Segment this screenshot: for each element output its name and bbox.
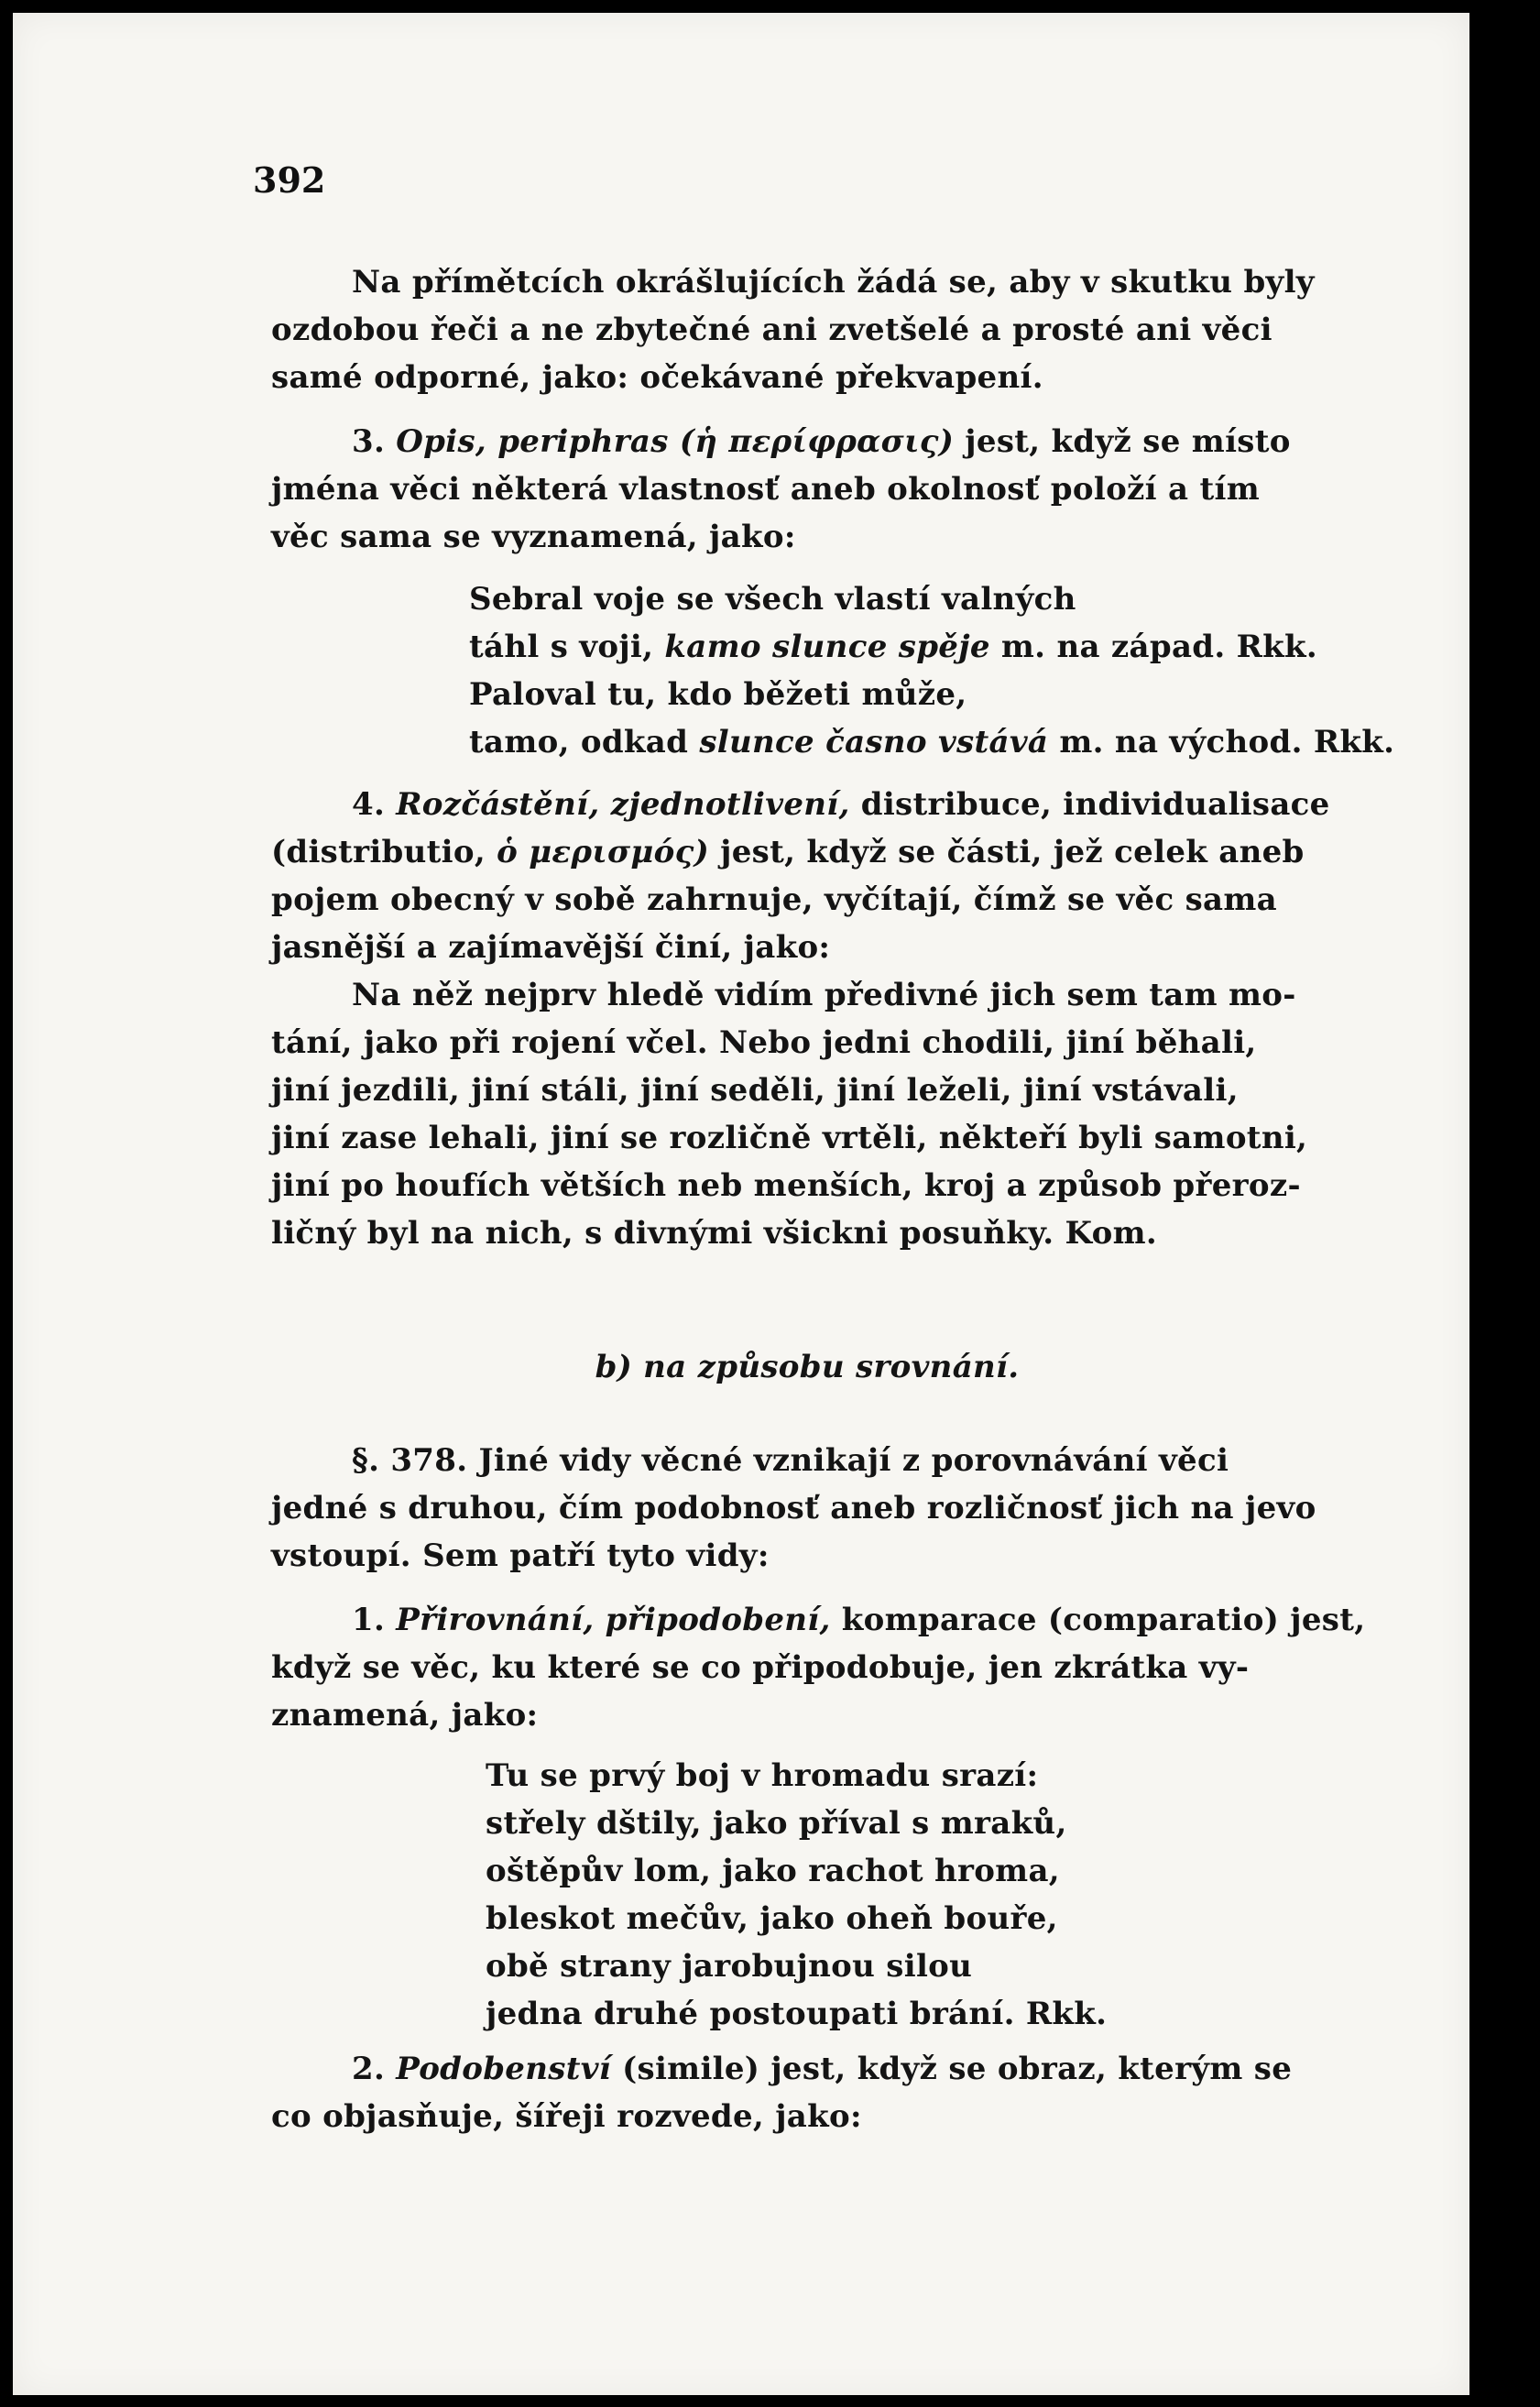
italic-fragment: slunce časno vstává [699, 724, 1049, 760]
text-fragment: táhl s voji, [469, 629, 654, 665]
item-number: 4. [352, 786, 386, 823]
book-page [13, 13, 1469, 2395]
text-line: jedné s druhou, čím podobnosť aneb rozličnosť jich na jevo [271, 1490, 1316, 1526]
verse-line: Paloval tu, kdo běžeti může, [469, 676, 967, 713]
item-number: 1. [352, 1602, 386, 1638]
page-number: 392 [253, 159, 326, 201]
text-fragment: (simile) jest, když se obraz, kterým se [622, 2051, 1293, 2087]
text-line: když se věc, ku které se co připodobuje, jen zkrátka vy- [271, 1649, 1250, 1686]
text-line: §. 378. Jiné vidy věcné vznikají z porovnávání věci [352, 1442, 1229, 1479]
paragraph-intro [271, 258, 1343, 401]
verse-quote-1 [271, 575, 1540, 766]
verse-line: jedna druhé postoupati brání. Rkk. [486, 1996, 1108, 2032]
text-line: vstoupí. Sem patří tyto vidy: [271, 1537, 770, 1574]
text-fragment: komparace (comparatio) jest, [841, 1602, 1366, 1638]
verse-line: Tu se prvý boj v hromadu srazí: [486, 1757, 1039, 1794]
text-line: samé odporné, jako: očekávané překvapení. [271, 359, 1043, 396]
paragraph-378 [271, 1437, 1343, 1580]
term-italic: periphras [497, 423, 669, 460]
text-fragment: tamo, odkad [469, 724, 689, 760]
text-line: ličný byl na nich, s divnými všickni posuňky. Kom. [271, 1215, 1158, 1252]
verse-line: střely dštily, jako příval s mraků, [486, 1805, 1067, 1842]
text-fragment: m. na západ. Rkk. [1000, 629, 1318, 665]
text-fragment: distribuce, individualisace [860, 786, 1330, 823]
text-line: jména věci některá vlastnosť aneb okolnosť položí a tím [271, 471, 1260, 508]
item-4-rozcasteni [271, 781, 1343, 1257]
text-line: co objasňuje, šířeji rozvede, jako: [271, 2098, 862, 2135]
verse-line [469, 718, 1540, 766]
item-2-podobenstvi [271, 2045, 1343, 2140]
text-line: jiní zase lehali, jiní se rozličně vrtěli, někteří byli samotni, [271, 1120, 1308, 1156]
text-line [271, 781, 1343, 828]
text-line: jiní po houfích větších neb menších, kroj a způsob přeroz- [271, 1167, 1301, 1204]
text-line: pojem obecný v sobě zahrnuje, vyčítají, čímž se věc sama [271, 881, 1277, 918]
section-heading-container [271, 1343, 1343, 1391]
text-line: jasnější a zajímavější činí, jako: [271, 929, 831, 966]
item-number: 2. [352, 2051, 386, 2087]
text-line [271, 418, 1343, 465]
term-italic: Rozčástění, zjednotlivení, [396, 786, 850, 823]
term-italic: Přirovnání, připodobení, [396, 1602, 831, 1638]
verse-line: oštěpův lom, jako rachot hroma, [486, 1853, 1060, 1889]
verse-line: obě strany jarobujnou silou [486, 1948, 973, 1985]
text-line [271, 828, 1343, 876]
greek-term: (ἡ περίφρασις) [679, 423, 955, 460]
text-line: Na přímětcích okrášlujících žádá se, aby v skutku byly [352, 264, 1315, 301]
text-line [271, 2045, 1343, 2093]
item-3-opis [271, 418, 1343, 561]
item-number: 3. [352, 423, 386, 460]
italic-fragment: kamo slunce spěje [664, 629, 990, 665]
term-italic: Podobenství [396, 2051, 611, 2087]
text-line: Na něž nejprv hledě vidím předivné jich sem tam mo- [352, 977, 1296, 1013]
verse-line: bleskot mečův, jako oheň bouře, [486, 1900, 1058, 1937]
text-line: věc sama se vyznamená, jako: [271, 519, 796, 555]
verse-line: Sebral voje se všech vlastí valných [469, 581, 1076, 618]
text-fragment: jest, když se části, jež celek aneb [720, 834, 1305, 870]
text-line: jiní jezdili, jiní stáli, jiní seděli, jiní leželi, jiní vstávali, [271, 1072, 1239, 1109]
text-line: ozdobou řeči a ne zbytečné ani zvetšelé a prosté ani věci [271, 312, 1272, 348]
text-line: tání, jako při rojení včel. Nebo jedni chodili, jiní běhali, [271, 1024, 1257, 1061]
term-italic: Opis, [396, 423, 487, 460]
text-line: znamená, jako: [271, 1697, 539, 1734]
verse-quote-2 [271, 1752, 1540, 2038]
item-1-prirovnani [271, 1596, 1366, 1739]
section-heading-text: b) na způsobu srovnání. [595, 1349, 1020, 1385]
text-line [271, 1596, 1366, 1644]
text-fragment: (distributio, [271, 834, 486, 870]
text-fragment: jest, když se místo [965, 423, 1291, 460]
greek-term: ὁ μερισμός) [497, 834, 709, 870]
section-heading [271, 1343, 1343, 1391]
verse-line [469, 623, 1540, 671]
text-fragment: m. na východ. Rkk. [1059, 724, 1395, 760]
